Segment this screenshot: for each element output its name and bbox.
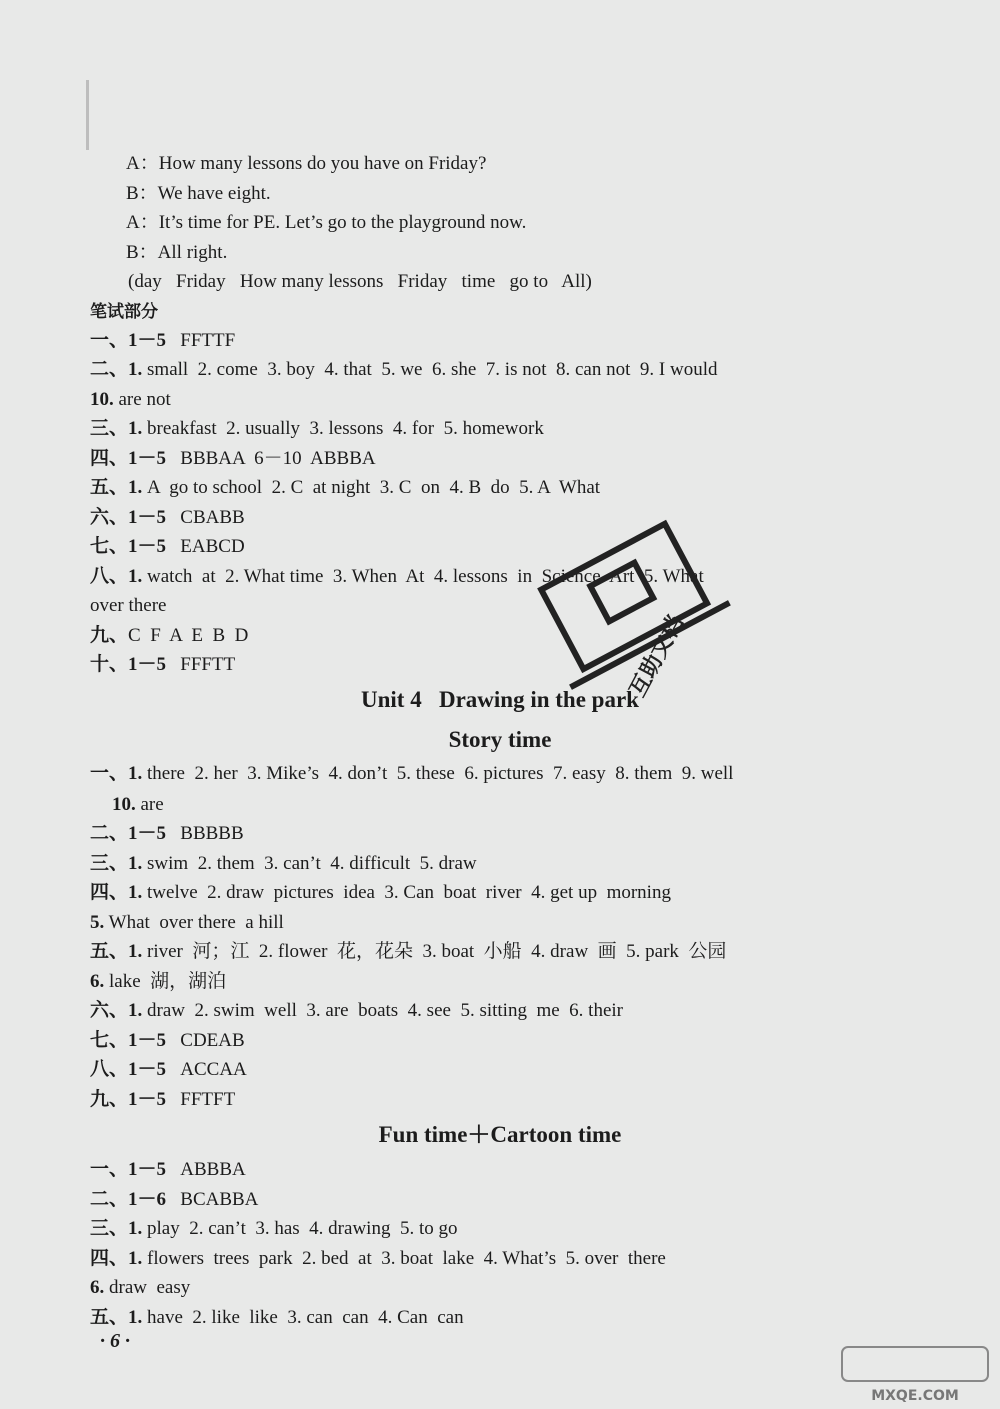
- answer-line: 一、1－5 FFTTF: [90, 330, 236, 351]
- unit-title: Unit 4 Drawing in the park: [361, 687, 639, 712]
- fun-time-title: Fun time＋Cartoon time: [378, 1122, 622, 1147]
- answer-line: 八、1. watch at 2. What time 3. When At 4. lessons in Science Art 5. What: [90, 566, 704, 587]
- answer-line: 九、1－5 FFTFT: [90, 1089, 236, 1110]
- stamp-text: 互助文档: [625, 611, 689, 702]
- answer-line: 三、1. breakfast 2. usually 3. lessons 4. for 5. homework: [90, 418, 544, 439]
- answer-line: over there: [90, 595, 167, 616]
- answer-line: 5. What over there a hill: [90, 912, 284, 933]
- answer-line: 一、1－5 ABBBA: [90, 1159, 246, 1180]
- answer-line: 六、1. draw 2. swim well 3. are boats 4. see 5. sitting me 6. their: [90, 1000, 623, 1021]
- answer-line: 五、1. A go to school 2. C at night 3. C on 4. B do 5. A What: [90, 477, 601, 498]
- answer-line: 二、1. small 2. come 3. boy 4. that 5. we 6. she 7. is not 8. can not 9. I would: [90, 359, 718, 380]
- answer-line: 五、1. river 河；江 2. flower 花，花朵 3. boat 小船 4. draw 画 5. park 公园: [90, 941, 727, 962]
- answer-line: 四、1. twelve 2. draw pictures idea 3. Can boat river 4. get up morning: [90, 882, 671, 903]
- corner-logo: [840, 1345, 990, 1405]
- answer-line: 九、C F A E B D: [90, 625, 249, 646]
- corner-logo-text: MXQE.COM: [871, 1388, 959, 1404]
- answer-line: 八、1－5 ACCAA: [90, 1059, 247, 1080]
- story-time-title: Story time: [448, 727, 552, 752]
- dialogue-line: A：How many lessons do you have on Friday?: [126, 153, 487, 174]
- answer-line: 6. lake 湖，湖泊: [90, 971, 227, 992]
- answer-line: 10. are not: [90, 389, 171, 410]
- answer-line: 七、1－5 EABCD: [90, 536, 245, 557]
- answer-line: 二、1－5 BBBBB: [90, 823, 244, 844]
- answer-line: 七、1－5 CDEAB: [90, 1030, 245, 1051]
- dialogue-line: A：It’s time for PE. Let’s go to the playground now.: [126, 212, 527, 233]
- answer-line: 四、1－5 BBBAA 6－10 ABBBA: [90, 448, 376, 469]
- margin-line: [86, 80, 89, 150]
- answer-line: 三、1. play 2. can’t 3. has 4. drawing 5. to go: [90, 1218, 458, 1239]
- answer-line: 二、1－6 BCABBA: [90, 1189, 259, 1210]
- stamp-watermark: [530, 505, 750, 705]
- dialogue-line: B：All right.: [126, 242, 228, 263]
- section-title: 笔试部分: [90, 302, 158, 322]
- answer-line: 一、1. there 2. her 3. Mike’s 4. don’t 5. these 6. pictures 7. easy 8. them 9. well: [90, 763, 734, 784]
- answer-line: 6. draw easy: [90, 1277, 191, 1298]
- dialogue-line: B：We have eight.: [126, 183, 271, 204]
- answer-line: 三、1. swim 2. them 3. can’t 4. difficult 5. draw: [90, 853, 477, 874]
- dialogue-line: (day Friday How many lessons Friday time go to All): [128, 271, 592, 292]
- page-number: · 6 ·: [100, 1330, 130, 1352]
- answer-line: 五、1. have 2. like like 3. can can 4. Can can: [90, 1307, 464, 1328]
- answer-line: 六、1－5 CBABB: [90, 507, 245, 528]
- answer-line: 十、1－5 FFFTT: [90, 654, 236, 675]
- answer-line: 10. are: [112, 794, 164, 815]
- answer-line: 四、1. flowers trees park 2. bed at 3. boat lake 4. What’s 5. over there: [90, 1248, 666, 1269]
